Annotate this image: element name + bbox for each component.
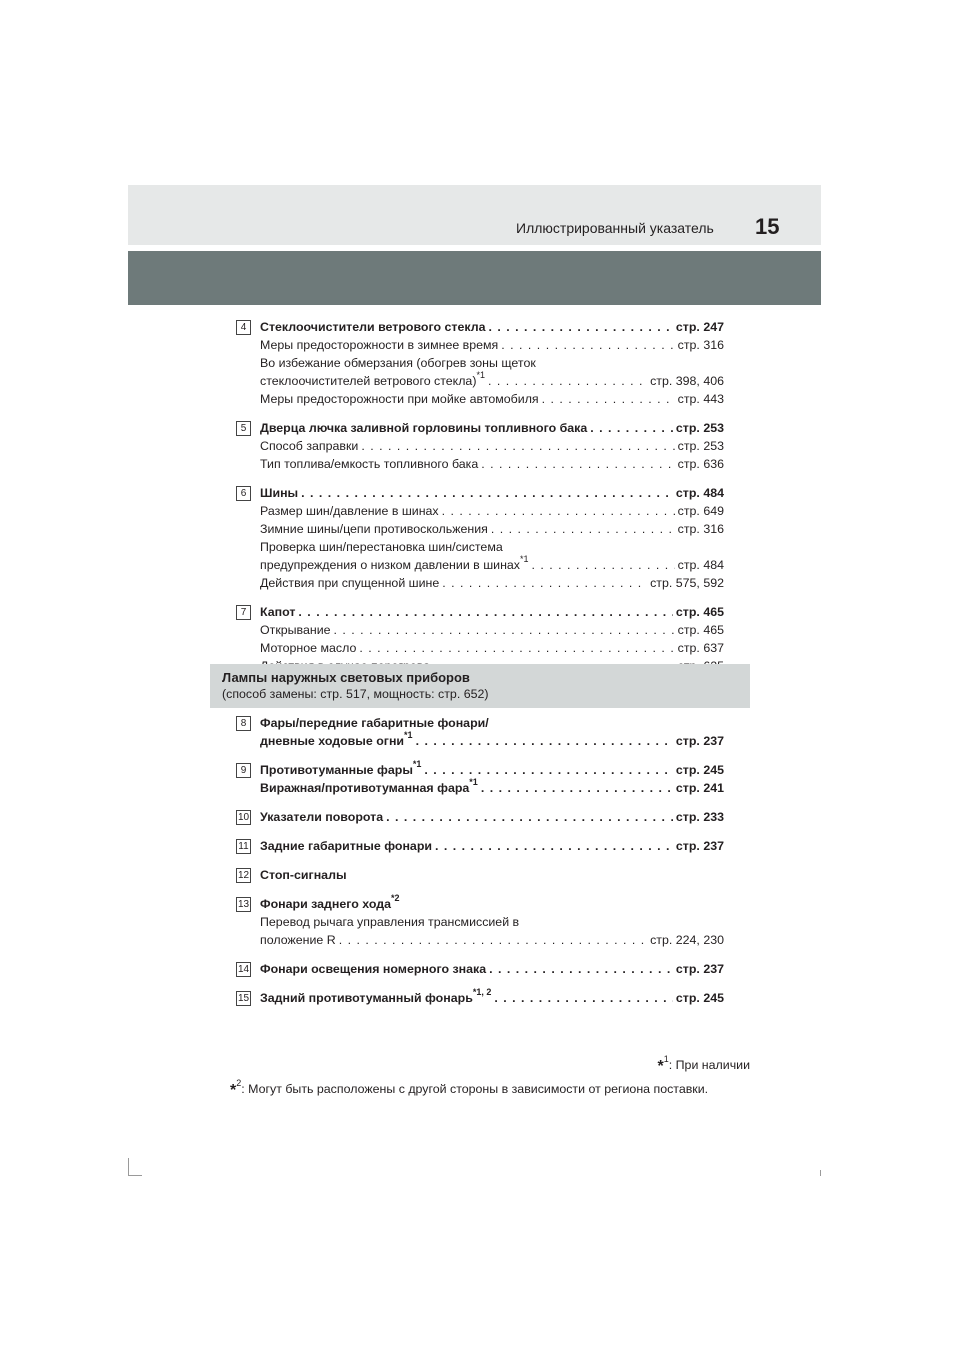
footnote-1 bbox=[657, 1053, 750, 1075]
index-line bbox=[260, 960, 724, 978]
dot-leader bbox=[339, 931, 647, 949]
index-line-label: дневные ходовые огни bbox=[260, 734, 405, 748]
index-line-label: Противотуманные фары bbox=[260, 763, 413, 777]
index-line-label: Дверца лючка заливной горловины топливного бака bbox=[260, 421, 588, 435]
callout-number-badge: 14 bbox=[237, 964, 250, 975]
index-line-text bbox=[260, 758, 422, 779]
crop-mark-bottom-left-h bbox=[128, 1175, 142, 1176]
page-reference: стр. 316 bbox=[677, 522, 724, 536]
index-line-text bbox=[260, 915, 519, 929]
index-line bbox=[260, 837, 724, 855]
index-line-text bbox=[260, 729, 413, 750]
dot-leader bbox=[501, 336, 674, 354]
index-line bbox=[260, 639, 724, 657]
index-line bbox=[260, 502, 724, 520]
index-line bbox=[260, 520, 724, 538]
index-line-label: предупреждения о низком давлении в шинах bbox=[260, 558, 520, 572]
dot-leader bbox=[590, 419, 673, 437]
footnote-ref: *1 bbox=[520, 553, 529, 564]
index-entry bbox=[236, 960, 724, 978]
page-reference: стр. 237 bbox=[675, 962, 724, 976]
index-entry bbox=[236, 866, 724, 884]
page-reference: стр. 465 bbox=[677, 623, 724, 637]
footnote-2 bbox=[230, 1077, 709, 1099]
page-reference: стр. 253 bbox=[675, 421, 724, 435]
page-reference: стр. 253 bbox=[677, 439, 724, 453]
callout-number-badge: 8 bbox=[236, 716, 251, 731]
index-entry bbox=[236, 808, 724, 826]
index-line-label: Моторное масло bbox=[260, 641, 357, 655]
footnote-2-text: : Могут быть расположены с другой стороны в зависимости от региона поставки. bbox=[241, 1082, 709, 1096]
dot-leader bbox=[298, 603, 672, 621]
page-reference: стр. 649 bbox=[677, 504, 724, 518]
index-line bbox=[260, 538, 724, 556]
page-reference: стр. 575, 592 bbox=[650, 576, 724, 590]
index-line bbox=[260, 603, 724, 621]
index-line bbox=[260, 390, 724, 408]
index-line-label: Проверка шин/перестановка шин/система bbox=[260, 540, 503, 554]
index-line bbox=[260, 986, 724, 1007]
index-line-label: Меры предосторожности при мойке автомобиля bbox=[260, 392, 539, 406]
index-line-text bbox=[260, 553, 529, 574]
index-line-label: Шины bbox=[260, 486, 299, 500]
index-line-text bbox=[260, 336, 498, 354]
header-title: Иллюстрированный указатель bbox=[516, 220, 714, 236]
page-reference: стр. 484 bbox=[675, 486, 724, 500]
index-line-label: Во избежание обмерзания (обогрев зоны щеток bbox=[260, 356, 536, 370]
page-reference: стр. 233 bbox=[675, 810, 724, 824]
footnote-1-num: 1 bbox=[663, 1053, 669, 1064]
index-entry bbox=[236, 484, 724, 592]
page-reference: стр. 247 bbox=[675, 320, 724, 334]
index-line-label: Открывание bbox=[260, 623, 331, 637]
dot-leader bbox=[359, 639, 674, 657]
section-subtitle: (способ замены: стр. 517, мощность: стр. 652) bbox=[222, 687, 489, 701]
index-line-label: Меры предосторожности в зимнее время bbox=[260, 338, 499, 352]
index-line-label: Задний противотуманный фонарь bbox=[260, 991, 473, 1005]
index-line-text bbox=[260, 837, 432, 855]
index-line-text bbox=[260, 369, 485, 390]
index-line-text bbox=[260, 716, 489, 730]
index-list-top bbox=[236, 318, 724, 686]
index-line-label: Капот bbox=[260, 605, 296, 619]
index-line-text bbox=[260, 390, 539, 408]
index-line-text bbox=[260, 986, 492, 1007]
index-line-label: Фонари заднего хода bbox=[260, 897, 392, 911]
dot-leader bbox=[488, 372, 647, 390]
index-line bbox=[260, 437, 724, 455]
index-line-text bbox=[260, 356, 536, 370]
page-reference: стр. 245 bbox=[675, 763, 724, 777]
page-reference: стр. 245 bbox=[675, 991, 724, 1005]
dot-leader bbox=[488, 318, 672, 336]
index-line bbox=[260, 931, 724, 949]
index-line-text bbox=[260, 776, 478, 797]
callout-number-badge: 7 bbox=[236, 605, 251, 620]
index-entry bbox=[236, 419, 724, 473]
index-line-text bbox=[260, 868, 347, 882]
index-line-text bbox=[260, 520, 488, 538]
footnote-ref: *1, 2 bbox=[472, 986, 492, 997]
index-entry bbox=[236, 837, 724, 855]
dot-leader bbox=[494, 989, 673, 1007]
dot-leader bbox=[481, 779, 673, 797]
index-line-text bbox=[260, 892, 400, 911]
footnote-ref: *1 bbox=[476, 369, 485, 380]
page-reference: стр. 237 bbox=[675, 839, 724, 853]
dot-leader bbox=[361, 437, 674, 455]
page-reference: стр. 484 bbox=[677, 558, 724, 572]
index-line bbox=[260, 729, 724, 750]
index-line-label: Размер шин/давление в шинах bbox=[260, 504, 439, 518]
index-line-text bbox=[260, 318, 485, 336]
index-line-label: Тип топлива/емкость топливного бака bbox=[260, 457, 479, 471]
callout-number-badge: 15 bbox=[237, 993, 250, 1004]
index-line bbox=[260, 455, 724, 473]
index-line bbox=[260, 913, 724, 931]
index-line bbox=[260, 714, 724, 732]
dot-leader bbox=[301, 484, 673, 502]
index-line bbox=[260, 776, 724, 797]
index-line bbox=[260, 621, 724, 639]
callout-number-badge: 10 bbox=[237, 812, 250, 823]
index-entry bbox=[236, 714, 724, 750]
footnote-1-text: : При наличии bbox=[668, 1058, 750, 1072]
dot-leader bbox=[491, 520, 675, 538]
index-line-label: Действия при спущенной шине bbox=[260, 576, 440, 590]
index-line-text bbox=[260, 960, 486, 978]
index-line-text bbox=[260, 603, 295, 621]
index-line-text bbox=[260, 484, 298, 502]
index-line-label: Зимние шины/цепи противоскольжения bbox=[260, 522, 488, 536]
dot-leader bbox=[334, 621, 675, 639]
index-line-label: положение R bbox=[260, 933, 336, 947]
index-line bbox=[260, 369, 724, 390]
index-line bbox=[260, 758, 724, 779]
footnote-ref: *1 bbox=[412, 758, 422, 769]
page-reference: стр. 316 bbox=[677, 338, 724, 352]
callout-number-badge: 13 bbox=[237, 899, 250, 910]
index-line bbox=[260, 419, 724, 437]
footnote-2-mark: * bbox=[230, 1082, 237, 1099]
footnote-ref: *2 bbox=[391, 892, 400, 903]
callout-number-badge: 9 bbox=[236, 763, 251, 778]
index-line bbox=[260, 892, 724, 913]
index-line-text bbox=[260, 639, 356, 657]
index-line-text bbox=[260, 455, 478, 473]
dot-leader bbox=[424, 761, 672, 779]
index-line-text bbox=[260, 540, 503, 554]
index-line-label: Указатели поворота bbox=[260, 810, 384, 824]
dot-leader bbox=[435, 837, 673, 855]
index-line bbox=[260, 553, 724, 574]
index-list-bottom bbox=[236, 714, 724, 1018]
index-line-text bbox=[260, 437, 358, 455]
index-line-text bbox=[260, 574, 439, 592]
section-header-exterior-lights bbox=[210, 664, 750, 708]
index-entry bbox=[236, 758, 724, 797]
section-title: Лампы наружных световых приборов bbox=[222, 670, 470, 685]
index-line bbox=[260, 574, 724, 592]
page-reference: стр. 443 bbox=[677, 392, 724, 406]
index-line-text bbox=[260, 502, 439, 520]
page-reference: стр. 636 bbox=[677, 457, 724, 471]
callout-number-badge: 12 bbox=[237, 870, 250, 881]
dot-leader bbox=[442, 574, 647, 592]
page-reference: стр. 465 bbox=[675, 605, 724, 619]
dot-leader bbox=[442, 502, 675, 520]
crop-mark-bottom-right bbox=[820, 1170, 821, 1176]
index-line-label: Фонари освещения номерного знака bbox=[260, 962, 487, 976]
header-band bbox=[128, 185, 821, 245]
index-line-label: Фары/передние габаритные фонари/ bbox=[260, 716, 489, 730]
index-line bbox=[260, 318, 724, 336]
index-line-text bbox=[260, 621, 331, 639]
footnote-ref: *1 bbox=[404, 729, 413, 740]
dot-leader bbox=[489, 960, 673, 978]
index-line bbox=[260, 484, 724, 502]
dot-leader bbox=[386, 808, 673, 826]
index-entry bbox=[236, 986, 724, 1007]
dot-leader bbox=[481, 455, 674, 473]
header-dark-band bbox=[128, 251, 821, 305]
index-line-label: Стеклоочистители ветрового стекла bbox=[260, 320, 486, 334]
footnote-ref: *1 bbox=[469, 776, 478, 787]
page-number: 15 bbox=[755, 214, 780, 239]
index-line bbox=[260, 336, 724, 354]
dot-leader bbox=[532, 556, 675, 574]
page-reference: стр. 637 bbox=[677, 641, 724, 655]
index-line bbox=[260, 354, 724, 372]
dot-leader bbox=[542, 390, 675, 408]
index-line-label: Стоп-сигналы bbox=[260, 868, 347, 882]
page-reference: стр. 224, 230 bbox=[650, 933, 724, 947]
index-line-text bbox=[260, 419, 587, 437]
index-line-label: Способ заправки bbox=[260, 439, 359, 453]
index-entry bbox=[236, 892, 724, 949]
footnote-1-mark: * bbox=[657, 1058, 664, 1075]
dot-leader bbox=[416, 732, 673, 750]
callout-number-badge: 4 bbox=[236, 320, 251, 335]
index-line bbox=[260, 866, 724, 884]
footnote-2-num: 2 bbox=[236, 1077, 242, 1088]
index-line bbox=[260, 808, 724, 826]
crop-mark-bottom-left-v bbox=[128, 1158, 129, 1176]
page-reference: стр. 237 bbox=[675, 734, 724, 748]
index-line-label: Перевод рычага управления трансмиссией в bbox=[260, 915, 520, 929]
callout-number-badge: 5 bbox=[236, 421, 251, 436]
callout-number-badge: 11 bbox=[236, 839, 251, 854]
index-line-label: Задние габаритные фонари bbox=[260, 839, 433, 853]
callout-number-badge: 6 bbox=[236, 486, 251, 501]
index-line-label: Виражная/противотуманная фара bbox=[260, 781, 470, 795]
page-reference: стр. 241 bbox=[675, 781, 724, 795]
index-line-text bbox=[260, 808, 383, 826]
index-line-label: стеклоочистителей ветрового стекла) bbox=[260, 374, 477, 388]
page-reference: стр. 398, 406 bbox=[650, 374, 724, 388]
index-line-text bbox=[260, 931, 336, 949]
index-entry bbox=[236, 318, 724, 408]
